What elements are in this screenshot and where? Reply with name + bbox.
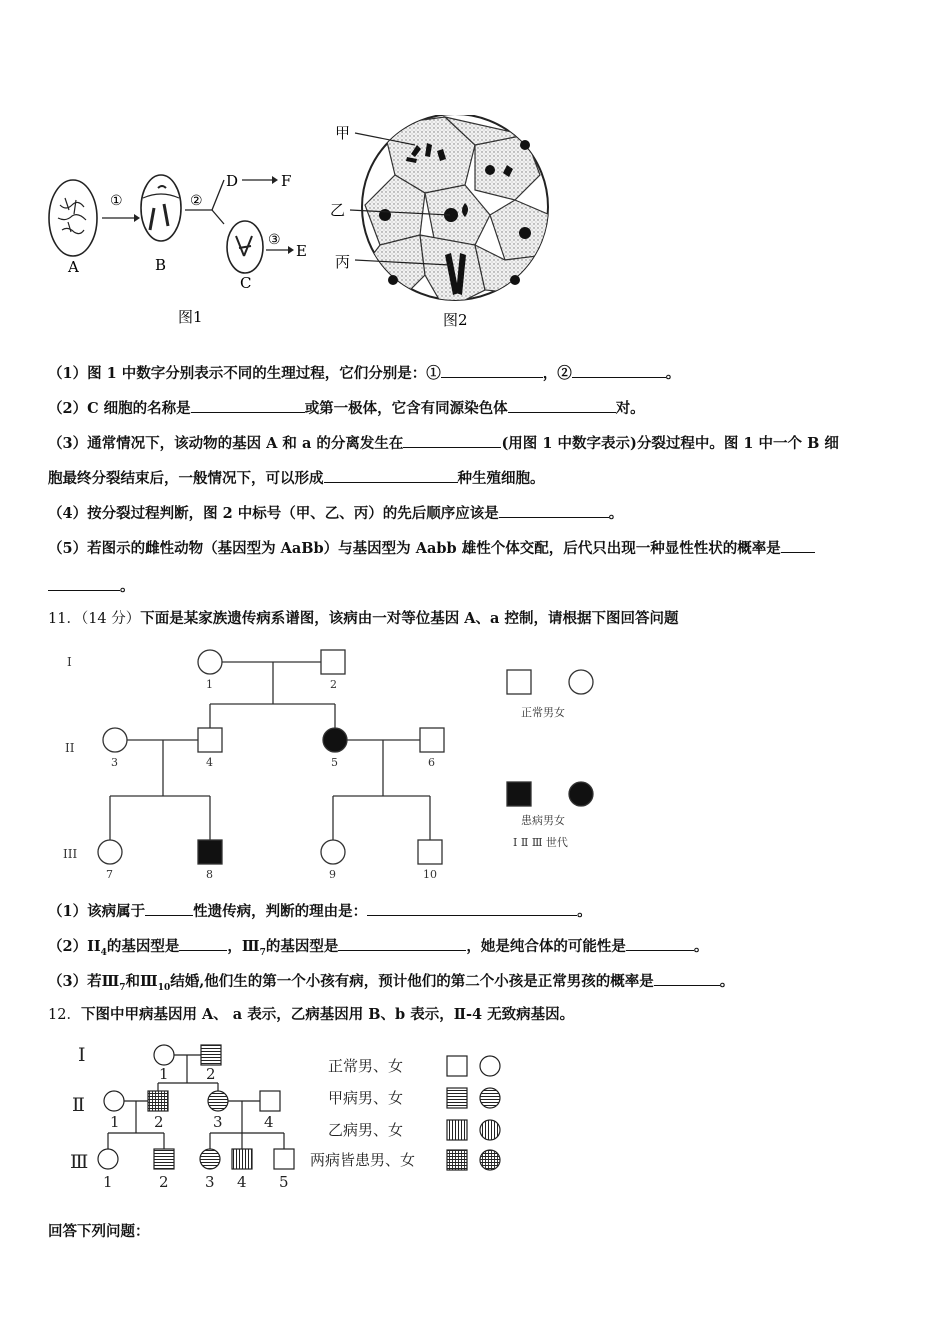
q12-id-i-2: 2: [206, 1065, 216, 1083]
q12-title: 12．下图中甲病基因用 A、 a 表示，乙病基因用 B、b 表示，Ⅱ-4 无致病基因。: [48, 1006, 575, 1023]
q12-iii-3: [200, 1149, 220, 1169]
q12-ii-1: [104, 1091, 124, 1111]
legend-affected: 患病男女: [521, 814, 565, 827]
q12-id-iii-2: 2: [159, 1173, 169, 1191]
figure-2-caption: 图2: [443, 311, 468, 329]
q11-part-3: （3）若$Ⅲ_7$和$Ⅲ_{10}$结婚,他们生的第一个小孩有病，预计他们的第二个小孩是正常男孩的概率是 。: [48, 973, 735, 993]
step-1-label: ①: [110, 193, 123, 209]
person-9: [321, 840, 345, 864]
blank-2[interactable]: [572, 363, 666, 378]
blank-4[interactable]: [508, 398, 616, 413]
q12-id-ii-3: 3: [213, 1113, 223, 1131]
q12-id-ii-4: 4: [264, 1113, 274, 1131]
blank-10[interactable]: [145, 901, 193, 916]
q12-legend-yi: 乙病男、女: [328, 1121, 404, 1139]
person-7: [98, 840, 122, 864]
q12-legend-both: 两病皆患男、女: [310, 1151, 416, 1169]
figure-1-cell-division: [40, 160, 340, 335]
blank-5[interactable]: [403, 433, 501, 448]
q10-part-2: （2）C 细胞的名称是 或第一极体，它含有同源染色体 对。: [48, 400, 645, 417]
q12-id-iii-5: 5: [279, 1173, 289, 1191]
person-6: [420, 728, 444, 752]
id-7: 7: [106, 868, 113, 881]
label-f: F: [281, 172, 292, 190]
q12-gen-label-ii: Ⅱ: [72, 1094, 85, 1116]
q10-part-5a: （5）若图示的雌性动物（基因型为 AaBb）与基因型为 Aabb 雄性个体交配，后代只出现一种显性性状的概率是: [48, 537, 815, 558]
id-9: 9: [329, 868, 336, 881]
q10-part-3b: 胞最终分裂结束后，一般情况下，可以形成 种生殖细胞。: [48, 470, 545, 487]
q12-id-ii-2: 2: [154, 1113, 164, 1131]
q12-ii-4: [260, 1091, 280, 1111]
gen-label-iii: III: [63, 847, 78, 861]
blank-14[interactable]: [626, 936, 694, 951]
q12-gen-label-i: Ⅰ: [78, 1044, 86, 1066]
blank-6[interactable]: [324, 468, 458, 483]
person-8: [198, 840, 222, 864]
id-6: 6: [428, 756, 435, 769]
q10-part-3a: （3）通常情况下，该动物的基因 A 和 a 的分离发生在 (用图 1 中数字表示)分裂过程中。图 1 中一个 B 细: [48, 435, 839, 452]
figure-1-caption: 图1: [178, 308, 203, 326]
gen-label-i: I: [67, 655, 72, 669]
q12-answer-prompt: 回答下列问题：: [48, 1223, 150, 1240]
cell-a: [49, 180, 97, 256]
q12-gen-label-iii: Ⅲ: [70, 1151, 89, 1173]
id-1: 1: [206, 678, 213, 691]
id-3: 3: [111, 756, 118, 769]
id-2: 2: [330, 678, 337, 691]
person-4: [198, 728, 222, 752]
blank-15[interactable]: [654, 971, 720, 986]
cell-b: [141, 175, 181, 241]
q12-id-iii-1: 1: [103, 1173, 113, 1191]
q11-part-1: （1）该病属于 性遗传病，判断的理由是： 。: [48, 903, 592, 920]
blank-9[interactable]: [48, 576, 120, 591]
blank-1[interactable]: [441, 363, 543, 378]
person-10: [418, 840, 442, 864]
label-bing: 丙: [335, 253, 351, 271]
q12-iii-1: [98, 1149, 118, 1169]
gen-label-ii: II: [65, 741, 75, 755]
step-3-label: ③: [268, 232, 281, 248]
q12-ii-2: [148, 1091, 168, 1111]
label-e: E: [296, 242, 307, 260]
label-d: D: [226, 172, 239, 190]
blank-3[interactable]: [191, 398, 305, 413]
q11-pedigree: [55, 642, 635, 882]
legend-generation: Ⅰ Ⅱ Ⅲ 世代: [513, 836, 568, 849]
person-1: [198, 650, 222, 674]
q12-i-1: [154, 1045, 174, 1065]
q12-iii-5: [274, 1149, 294, 1169]
label-a: A: [68, 258, 79, 276]
label-c: C: [240, 274, 252, 292]
q11-title: 11．（14 分）下面是某家族遗传病系谱图，该病由一对等位基因 A、a 控制，请根据下图回答问题: [48, 610, 679, 627]
q10-part-5b: 。: [48, 575, 135, 596]
q12-id-ii-1: 1: [110, 1113, 120, 1131]
person-3: [103, 728, 127, 752]
id-4: 4: [206, 756, 213, 769]
legend-normal: 正常男女: [521, 706, 565, 719]
q12-pedigree: [70, 1035, 510, 1195]
id-5: 5: [331, 756, 338, 769]
blank-11[interactable]: [367, 901, 577, 916]
blank-12[interactable]: [179, 936, 227, 951]
blank-8[interactable]: [781, 538, 815, 553]
q10-part-4: （4）按分裂过程判断，图 2 中标号（甲、乙、丙）的先后顺序应该是 。: [48, 505, 624, 522]
label-jia: 甲: [335, 124, 351, 142]
q12-legend-normal: 正常男、女: [328, 1057, 404, 1075]
q12-id-iii-4: 4: [237, 1173, 247, 1191]
q11-part-2: $(2)II_4$的基因型是 ，$Ⅲ_7$的基因型是 ，她是纯合体的可能性是 。: [48, 938, 709, 958]
blank-7[interactable]: [499, 503, 609, 518]
id-10: 10: [423, 868, 437, 881]
blank-13[interactable]: [338, 936, 466, 951]
figure-2-micrograph: [325, 115, 555, 335]
q12-ii-3: [208, 1091, 228, 1111]
q12-iii-2: [154, 1149, 174, 1169]
q12-legend-jia: 甲病男、女: [328, 1089, 404, 1107]
person-5: [323, 728, 347, 752]
q12-id-i-1: 1: [159, 1065, 169, 1083]
person-2: [321, 650, 345, 674]
q10-part-1: （1）图 1 中数字分别表示不同的生理过程，它们分别是：① ，② 。: [48, 365, 681, 382]
step-2-label: ②: [190, 193, 203, 209]
q12-i-2: [201, 1045, 221, 1065]
q12-id-iii-3: 3: [205, 1173, 215, 1191]
label-b: B: [155, 256, 167, 274]
label-yi: 乙: [330, 201, 346, 219]
q12-iii-4: [232, 1149, 252, 1169]
id-8: 8: [206, 868, 213, 881]
